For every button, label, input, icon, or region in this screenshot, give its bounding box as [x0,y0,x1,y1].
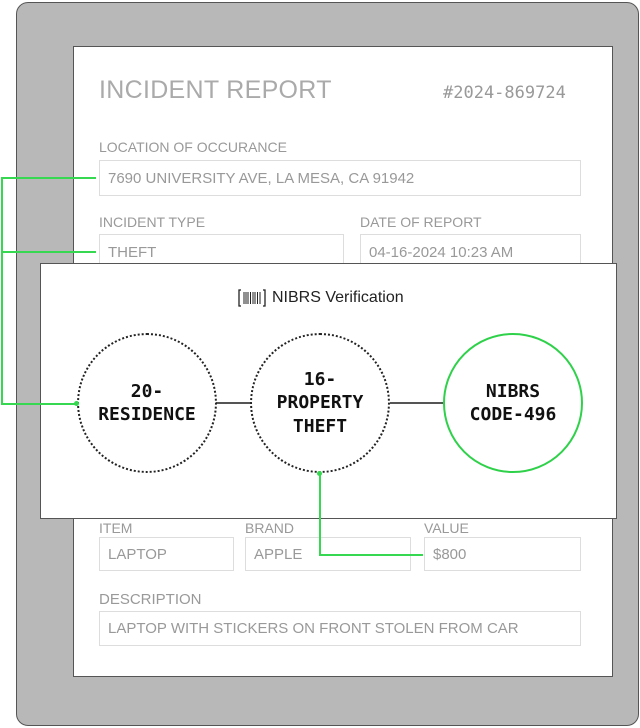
connector-line [390,402,443,404]
item-field[interactable]: LAPTOP [99,537,234,571]
node-line: NIBRS [485,380,541,402]
modal-title-text: NIBRS Verification [272,289,404,306]
link-line [1,403,77,405]
node-line: PROPERTY [276,392,364,414]
brand-field[interactable]: APPLE [245,537,411,571]
link-line [319,554,423,556]
report-number: #2024-869724 [443,83,566,103]
description-label: DESCRIPTION [99,591,202,608]
node-property-theft [250,333,390,473]
item-label: ITEM [99,520,133,536]
date-label: DATE OF REPORT [360,214,482,230]
node-line: THEFT [292,415,348,437]
node-line: 16- [303,368,337,390]
incident-type-field[interactable]: THEFT [99,234,344,270]
barcode-icon [238,288,266,308]
value-field[interactable]: $800 [424,537,581,571]
link-line [1,178,3,404]
link-dot [74,401,79,406]
link-dot [317,471,322,476]
value-label: VALUE [424,520,469,536]
node-residence [77,333,217,473]
node-line: 20- [130,380,164,402]
description-field[interactable]: LAPTOP WITH STICKERS ON FRONT STOLEN FROM CAR [99,611,581,646]
page-title: INCIDENT REPORT [99,76,332,104]
date-field[interactable]: 04-16-2024 10:23 AM [360,234,581,270]
connector-line [216,402,250,404]
link-line [1,251,96,253]
node-nibrs-code [443,333,583,473]
incident-type-label: INCIDENT TYPE [99,214,206,230]
node-line: CODE-496 [469,404,557,425]
brand-label: BRAND [245,520,295,536]
location-field[interactable]: 7690 UNIVERSITY AVE, LA MESA, CA 91942 [99,160,581,196]
location-label: LOCATION OF OCCURANCE [99,139,287,155]
link-line [1,177,96,179]
link-line [319,473,321,555]
modal-title [238,288,404,308]
node-line: RESIDENCE [98,404,196,425]
